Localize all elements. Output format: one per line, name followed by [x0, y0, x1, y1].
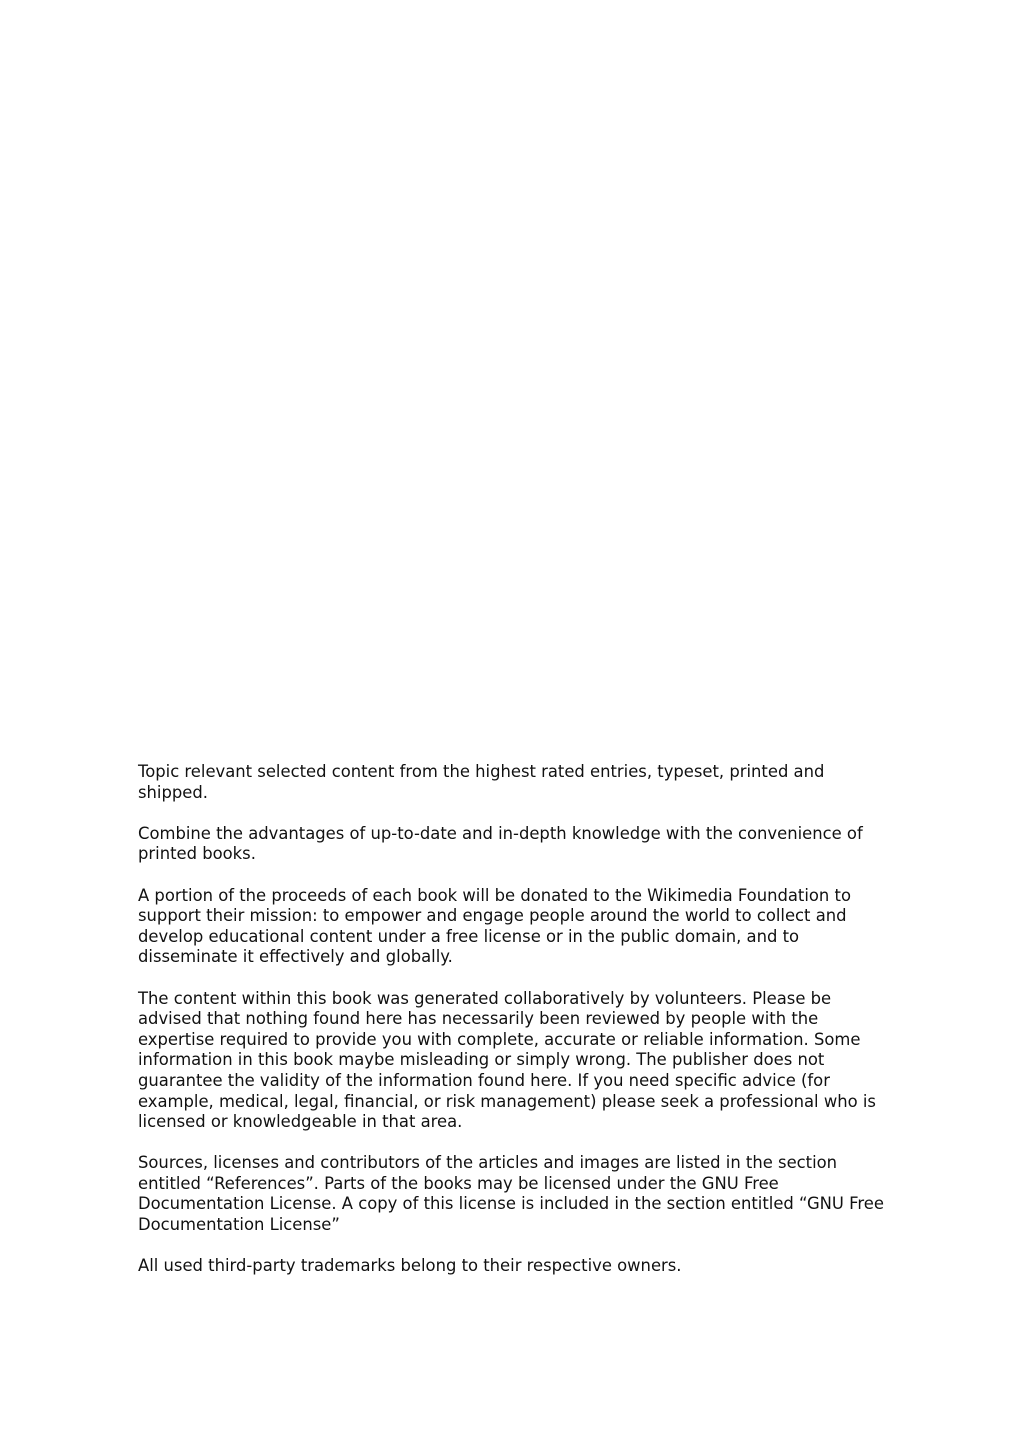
notice-paragraph-donation: A portion of the proceeds of each book will be donated to the Wikimedia Foundation to support their mission: to empower and engage people around the world to collect and develop educational content under a free license or in the public domain, and to disseminate it effectively and globally. — [138, 885, 851, 967]
notice-paragraph-advantages: Combine the advantages of up-to-date and in-depth knowledge with the convenience of printed books. — [138, 823, 863, 864]
notice-paragraph-disclaimer: The content within this book was generated collaboratively by volunteers. Please be advised that nothing found here has necessarily been reviewed by people with the expertise required to provide you with complete, accurate or reliable information. Some information in this book maybe misleading or simply wrong. The publisher does not guarantee the validity of the information found here. If you need specific advice (for example, medical, legal, financial, or risk management) please seek a professional who is licensed or knowledgeable in that area. — [138, 988, 876, 1132]
publisher-notice — [138, 762, 888, 1277]
notice-paragraph-content-selection: Topic relevant selected content from the highest rated entries, typeset, printed and shipped. — [138, 762, 825, 802]
notice-paragraph-trademarks: All used third-party trademarks belong to their respective owners. — [138, 1256, 682, 1276]
notice-paragraph-sources-licenses: Sources, licenses and contributors of the articles and images are listed in the section entitled “References”. Parts of the books may be licensed under the GNU Free Documentation License. A copy of this license is included in the section entitled “GNU Free Documentation License” — [138, 1153, 884, 1235]
